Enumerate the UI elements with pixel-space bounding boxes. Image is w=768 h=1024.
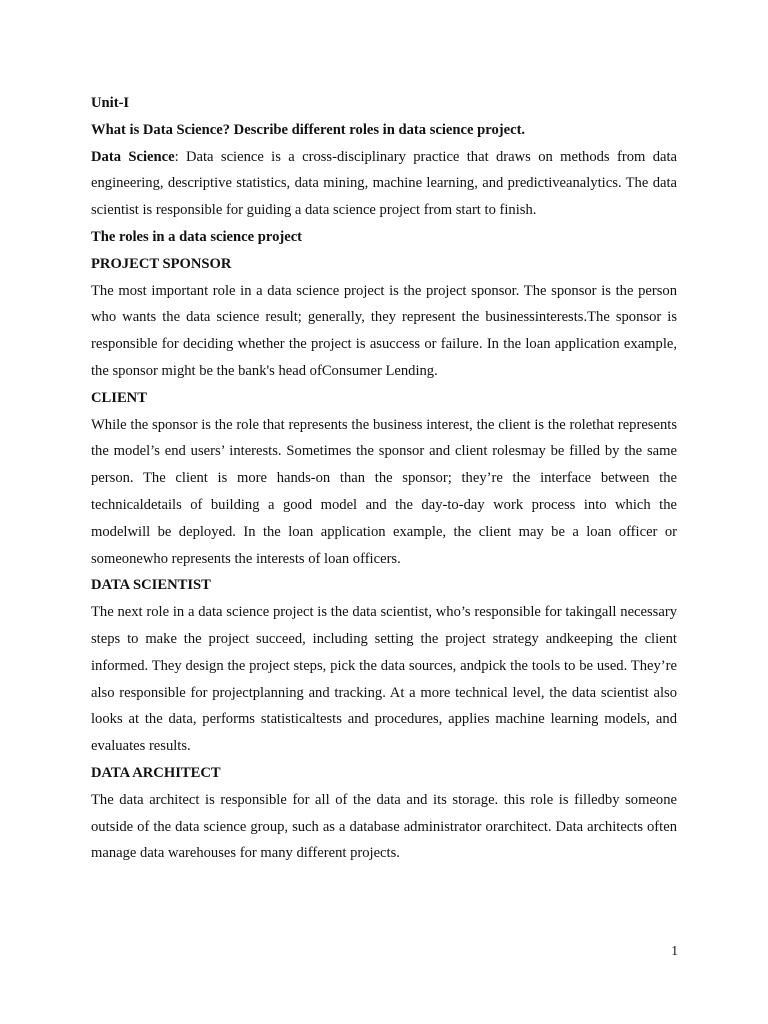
unit-title: Unit-I [91,95,130,111]
section-heading-project-sponsor: PROJECT SPONSOR [91,255,232,272]
section-body-client: While the sponsor is the role that represents the business interest, the client is the rolethat represents the model’s end users’ interests. Sometimes the sponsor and client rolesmay be filled by the same person. The client is more hands-on than the sponsor; they’re the interface between the technicaldetails of building a good model and the day-to-day work process into which the modelwill be deployed. In the loan application example, the client may be a loan officer or someonewho represents the interests of loan officers. [91,416,677,567]
section-body-data-architect: The data architect is responsible for all of the data and its storage. this role is filledby someone outside of the data science group, such as a database administrator orarchitect. Data architects often manage data warehouses for many different projects. [91,791,677,862]
roles-heading: The roles in a data science project [91,228,303,245]
question-heading: What is Data Science? Describe different roles in data science project. [91,121,526,138]
section-body-project-sponsor: The most important role in a data science project is the project sponsor. The sponsor is the person who wants the data science result; generally, they represent the businessinterests.The sponsor is responsible for deciding whether the project is asuccess or failure. In the loan application example, the sponsor might be the bank's head ofConsumer Lending. [91,282,677,379]
section-heading-client: CLIENT [91,389,147,406]
section-heading-data-scientist: DATA SCIENTIST [91,577,211,594]
page-number: 1 [671,943,678,958]
definition-paragraph [91,144,677,224]
definition-label: Data Science [91,148,175,165]
section-heading-data-architect: DATA ARCHITECT [91,764,221,781]
document-body [91,90,677,867]
definition-text: : Data science is a cross-disciplinary practice that draws on methods from data engineering, descriptive statistics, data mining, machine learning, and predictiveanalytics. The data scientist is responsible for guiding a data science project from start to finish. [91,148,678,219]
section-body-data-scientist: The next role in a data science project is the data scientist, who’s responsible for takingall necessary steps to make the project succeed, including setting the project strategy andkeeping the client informed. They design the project steps, pick the data sources, andpick the tools to be used. They’re also responsible for projectplanning and tracking. At a more technical level, the data scientist also looks at the data, performs statisticaltests and procedures, applies machine learning models, and evaluates results. [91,604,677,755]
